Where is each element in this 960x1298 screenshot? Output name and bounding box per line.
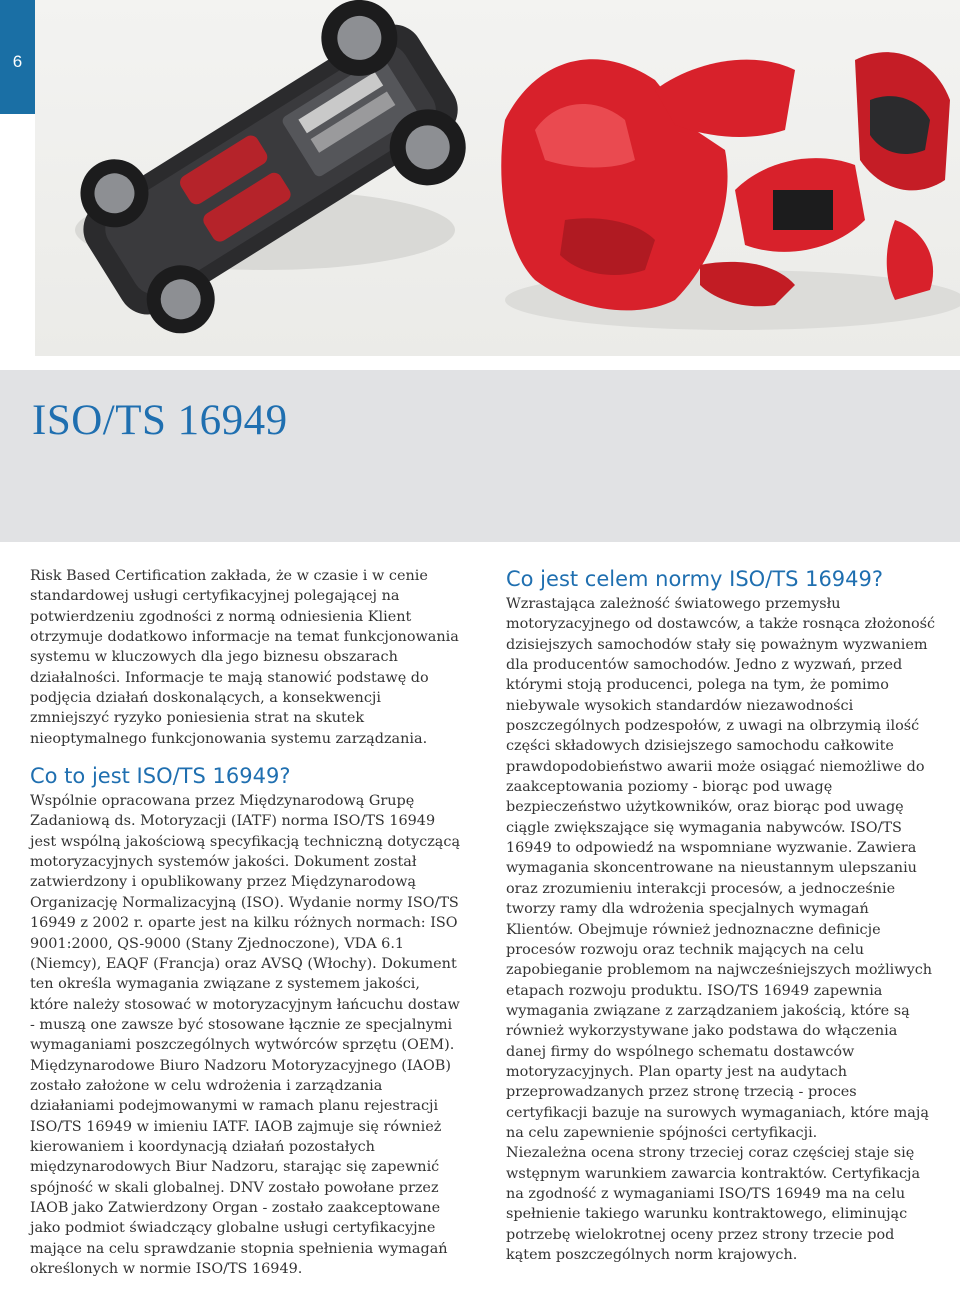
what-is-paragraph: Wspólnie opracowana przez Międzynarodową Grupę Zadaniową ds. Motoryzacji (IATF) norma ISO/TS 16949 jest wspólną jakościową specyfikacją techniczną dotyczącą motoryzacyjnych systemów jakości. Dokument został zatwierdzony i opublikowany przez Międzynarodową Organizację Normalizacyjną (ISO). Wydanie normy ISO/TS 16949 z 2002 r. oparte jest na kilku różnych normach: ISO 9001:2000, QS-9000 (Stany Zjednoczone), VDA 6.1 (Niemcy), EAQF (Francja) oraz AVSQ (Włochy). Dokument ten określa wymagania związane z systemem jakości, które należy stosować w motoryzacyjnym łańcuchu dostaw - muszą one zawsze być stosowane łącznie ze specjalnymi wymaganiami poszczególnych wytwórców sprzętu (OEM). [30,793,461,1054]
page-title: ISO/TS 16949 [32,397,288,444]
chassis-shape [51,0,490,356]
car-model-parts-image [35,0,960,356]
car-parts-photo [35,0,960,356]
left-column [30,566,462,1279]
red-body-parts [501,52,950,310]
section-heading-what-is: Co to jest ISO/TS 16949? [30,764,291,789]
intro-paragraph: Risk Based Certification zakłada, że w czasie i w cenie standardowej usługi certyfikacyjnej polegającej na potwierdzeniu zgodności z normą odniesienia Klient otrzymuje dodatkowo informacje na temat funkcjonowania systemu w kluczowych dla jego biznesu obszarach działalności. Informacje te mają stanowić podstawę do podjęcia działań doskonalących, a konsekwencji zmniejszyć ryzyko poniesienia strat na skutek nieoptymalnego funkcjonowania systemu zarządzania. [30,568,459,747]
page-number: 6 [12,52,23,71]
right-column [506,566,936,1265]
goal-paragraph: Wzrastająca zależność światowego przemysłu motoryzacyjnego od dostawców, a także rosnąca złożoność dzisiejszych samochodów stały się poważnym wyzwaniem dla producentów samochodów. Jedno z wyzwań, przed którymi stoją producenci, polega na tym, że pomimo niebywale wysokich standardów niezawodności poszczególnych podzespołów, z uwagi na olbrzymią ilość części składowych dzisiejszego samochodu całkowite prawdopodobieństwo awarii może osiągać niemożliwe do zaakceptowania poziomy - biorąc pod uwagę bezpieczeństwo użytkowników, oraz biorąc pod uwagę ciągle zwiększające się wymagania nabywców. ISO/TS 16949 to odpowiedź na wspomniane wyzwanie. Zawiera wymagania skoncentrowane na nieustannym ulepszaniu oraz zrozumieniu interakcji procesów, a jednocześnie tworzy ramy dla wdrożenia specjalnych wymagań Klientów. Obejmuje również jednoznaczne definicje procesów rozwoju oraz technik mających na celu zapobieganie problemom na najwcześniejszych możliwych etapach rozwoju produktu. ISO/TS 16949 zapewnia wymagania związane z zarządzaniem jakością, które są również wykorzystywane jako podstawa do włączenia danej firmy do wspólnego schematu dostawców motoryzacyjnych. Plan oparty jest na audytach przeprowadzanych przez stronę trzecią - proces certyfikacji bazuje na surowych wymaganiach, które mają na celu zapewnienie spójności certyfikacji. [506,596,936,1141]
iaob-paragraph: Międzynarodowe Biuro Nadzoru Motoryzacyjnego (IAOB) zostało założone w celu wdrożenia i zarządzania działaniami podejmowanymi w ramach planu rejestracji ISO/TS 16949 w imieniu IATF. IAOB zajmuje się również kierowaniem i koordynacją działań pozostałych międzynarodowych Biur Nadzoru, starając się zapewnić spójność w skali globalnej. DNV zostało powołane przez IAOB jako Zatwierdzony Organ - zostało zaakceptowane jako podmiot świadczący globalne usługi certyfikacyjne mające na celu sprawdzanie stopnia spełnienia wymagań określonych w normie ISO/TS 16949. [30,1057,451,1277]
third-party-paragraph: Niezależna ocena strony trzeciej coraz częściej staje się wstępnym warunkiem zawarcia kontraktów. Certyfikacja na zgodność z wymaganiami ISO/TS 16949 ma na celu spełnienie takiego warunku kontraktowego, eliminując potrzebę wielokrotnej oceny przez strony trzecie pod kątem poszczególnych norm krajowych. [506,1145,921,1263]
section-heading-goal: Co jest celem normy ISO/TS 16949? [506,567,884,591]
title-band [0,370,960,542]
page-number-tab [0,0,35,114]
